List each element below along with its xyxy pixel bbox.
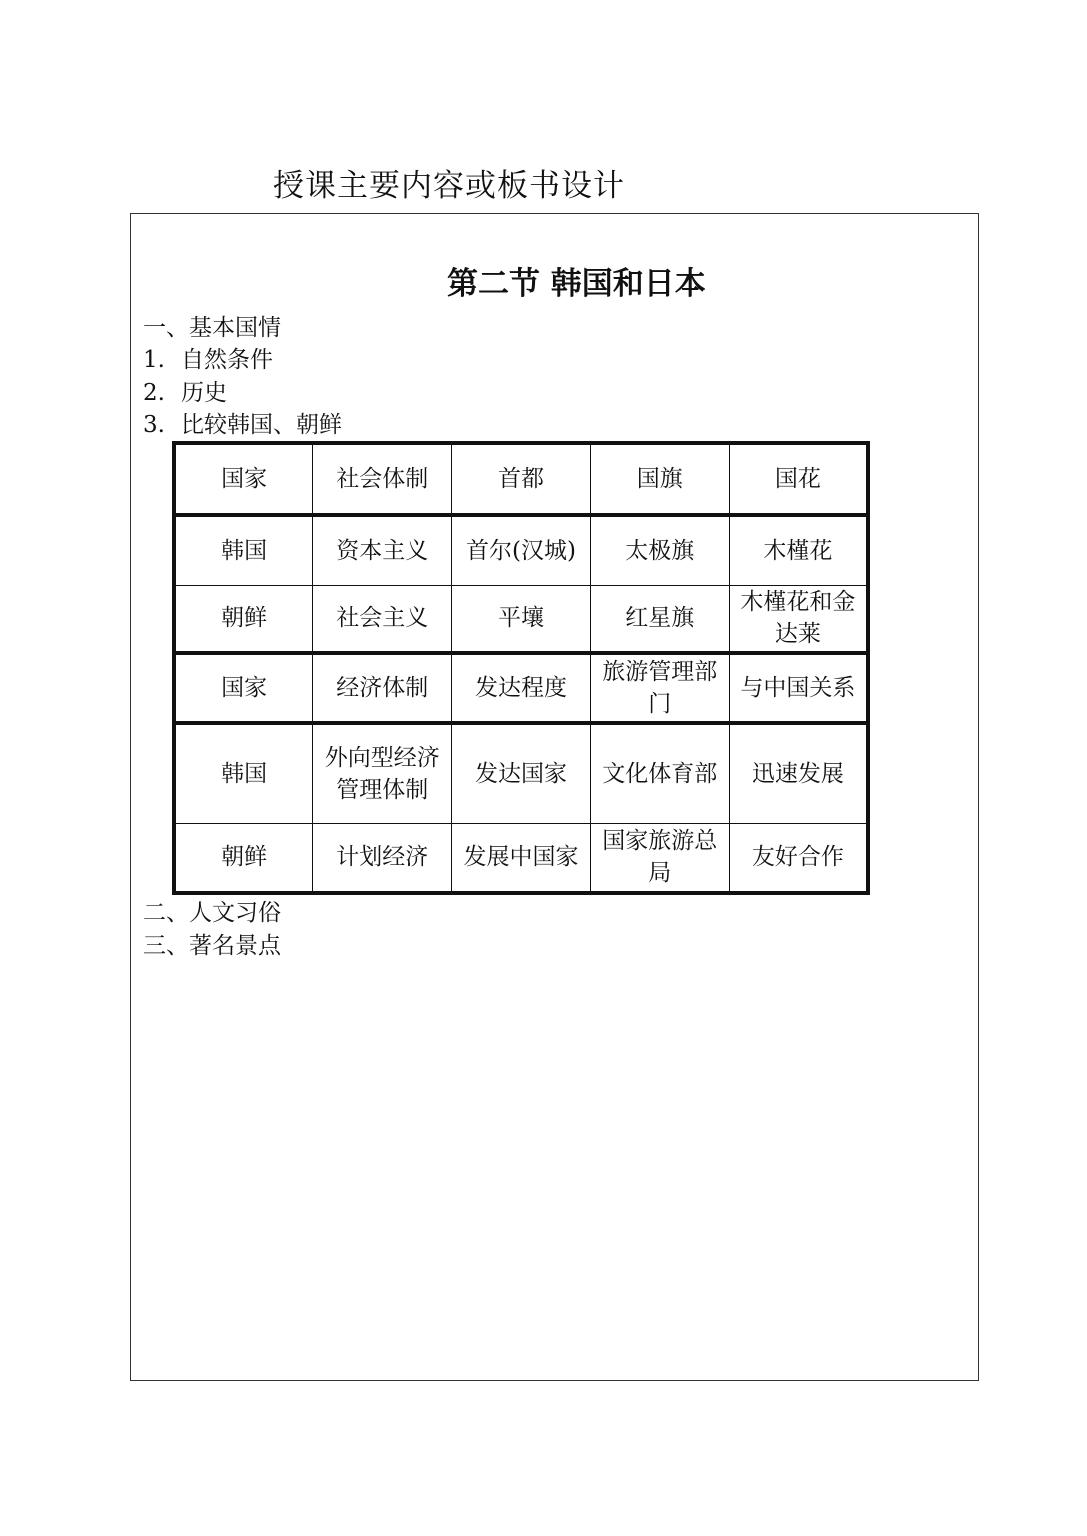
table-cell: 旅游管理部门: [590, 653, 729, 723]
table-cell: 国家旅游总局: [590, 823, 729, 893]
outline-item-natural-conditions: [143, 345, 273, 375]
table-header-row: [174, 443, 868, 515]
table-cell: 发达程度: [452, 653, 591, 723]
table-cell: 木槿花: [729, 515, 868, 585]
outline-item-basic-info: [143, 313, 281, 343]
table-cell: 经济体制: [313, 653, 452, 723]
table-cell: 外向型经济管理体制: [313, 723, 452, 823]
table-cell: 红星旗: [590, 585, 729, 653]
outline-item-number: 3.: [143, 412, 165, 438]
table-cell: 计划经济: [313, 823, 452, 893]
table-cell: 发展中国家: [452, 823, 591, 893]
outline-item-attractions: [143, 931, 281, 961]
outline-item-text: 比较韩国、朝鲜: [181, 412, 342, 438]
outline-item-number: 1.: [143, 347, 165, 373]
table-row: [174, 585, 868, 653]
outline-item-text: 三、著名景点: [143, 933, 281, 959]
outline-item-text: 一、基本国情: [143, 315, 281, 341]
table-cell: 韩国: [174, 723, 313, 823]
table-cell: 首都: [452, 443, 591, 515]
table-cell: 朝鲜: [174, 585, 313, 653]
table-cell: 社会体制: [313, 443, 452, 515]
table-cell: 首尔(汉城): [452, 515, 591, 585]
table-cell: 太极旗: [590, 515, 729, 585]
table-cell: 发达国家: [452, 723, 591, 823]
table-cell: 文化体育部: [590, 723, 729, 823]
table-cell: 迅速发展: [729, 723, 868, 823]
outline-item-text: 历史: [181, 380, 227, 406]
section-title: 第二节 韩国和日本: [447, 266, 706, 302]
outline-item-history: [143, 378, 227, 408]
outline-item-text: 二、人文习俗: [143, 900, 281, 926]
page-heading: 授课主要内容或板书设计: [273, 168, 625, 204]
table-cell: 国家: [174, 653, 313, 723]
table-row: [174, 515, 868, 585]
table-row: [174, 723, 868, 823]
outline-item-customs: [143, 898, 281, 928]
table-cell: 朝鲜: [174, 823, 313, 893]
table-cell: 国家: [174, 443, 313, 515]
outline-item-compare: [143, 410, 342, 440]
table-cell: 平壤: [452, 585, 591, 653]
table-cell: 国花: [729, 443, 868, 515]
comparison-table: [172, 441, 870, 895]
outline-item-number: 2.: [143, 380, 165, 406]
table-cell: 资本主义: [313, 515, 452, 585]
outline-item-text: 自然条件: [181, 347, 273, 373]
table-cell: 国旗: [590, 443, 729, 515]
table-cell: 韩国: [174, 515, 313, 585]
table-header-row: [174, 653, 868, 723]
table-cell: 社会主义: [313, 585, 452, 653]
table-row: [174, 823, 868, 893]
table-cell: 与中国关系: [729, 653, 868, 723]
table-cell: 木槿花和金达莱: [729, 585, 868, 653]
table-cell: 友好合作: [729, 823, 868, 893]
